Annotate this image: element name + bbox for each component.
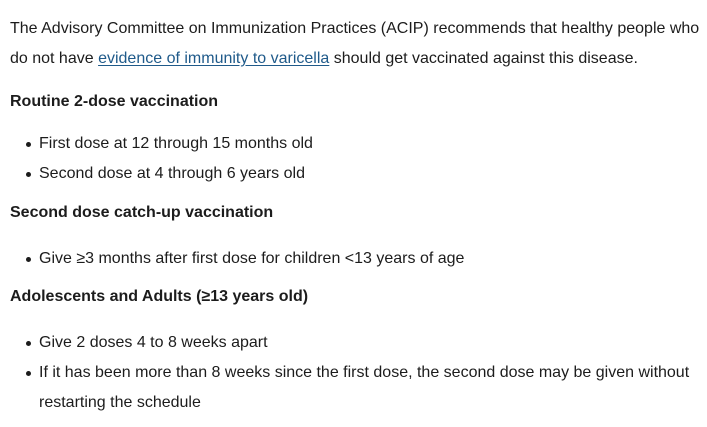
bullet-icon — [26, 371, 31, 376]
list-item — [10, 244, 699, 274]
list-item-text: Give ≥3 months after first dose for children <13 years of age — [39, 250, 465, 267]
catch-up-vaccination-heading: Second dose catch-up vaccination — [10, 204, 274, 221]
bullet-icon — [26, 172, 31, 177]
adolescents-adults-heading: Adolescents and Adults (≥13 years old) — [10, 288, 309, 305]
list-item-text: Give 2 doses 4 to 8 weeks apart — [39, 334, 268, 351]
list-item — [10, 159, 699, 189]
intro-paragraph — [10, 14, 700, 74]
routine-vaccination-list — [10, 129, 707, 189]
list-item-text: Second dose at 4 through 6 years old — [39, 165, 305, 182]
bullet-icon — [26, 142, 31, 147]
bullet-icon — [26, 257, 31, 262]
list-item-text: If it has been more than 8 weeks since the first dose, the second dose may be given without restarting the schedule — [39, 364, 690, 411]
immunity-evidence-link[interactable]: evidence of immunity to varicella — [98, 50, 330, 67]
list-item — [10, 328, 699, 358]
routine-vaccination-heading: Routine 2-dose vaccination — [10, 93, 219, 110]
intro-text-after-link: should get vaccinated against this disease. — [329, 50, 638, 67]
list-item-text: First dose at 12 through 15 months old — [39, 135, 313, 152]
catch-up-vaccination-list — [10, 244, 707, 274]
intro-text-before-link: The Advisory Committee on Immunization Practices (ACIP) recommends that healthy people who do not have — [10, 20, 700, 67]
adolescents-adults-list — [10, 328, 707, 418]
bullet-icon — [26, 341, 31, 346]
list-item — [10, 358, 699, 418]
list-item — [10, 129, 699, 159]
